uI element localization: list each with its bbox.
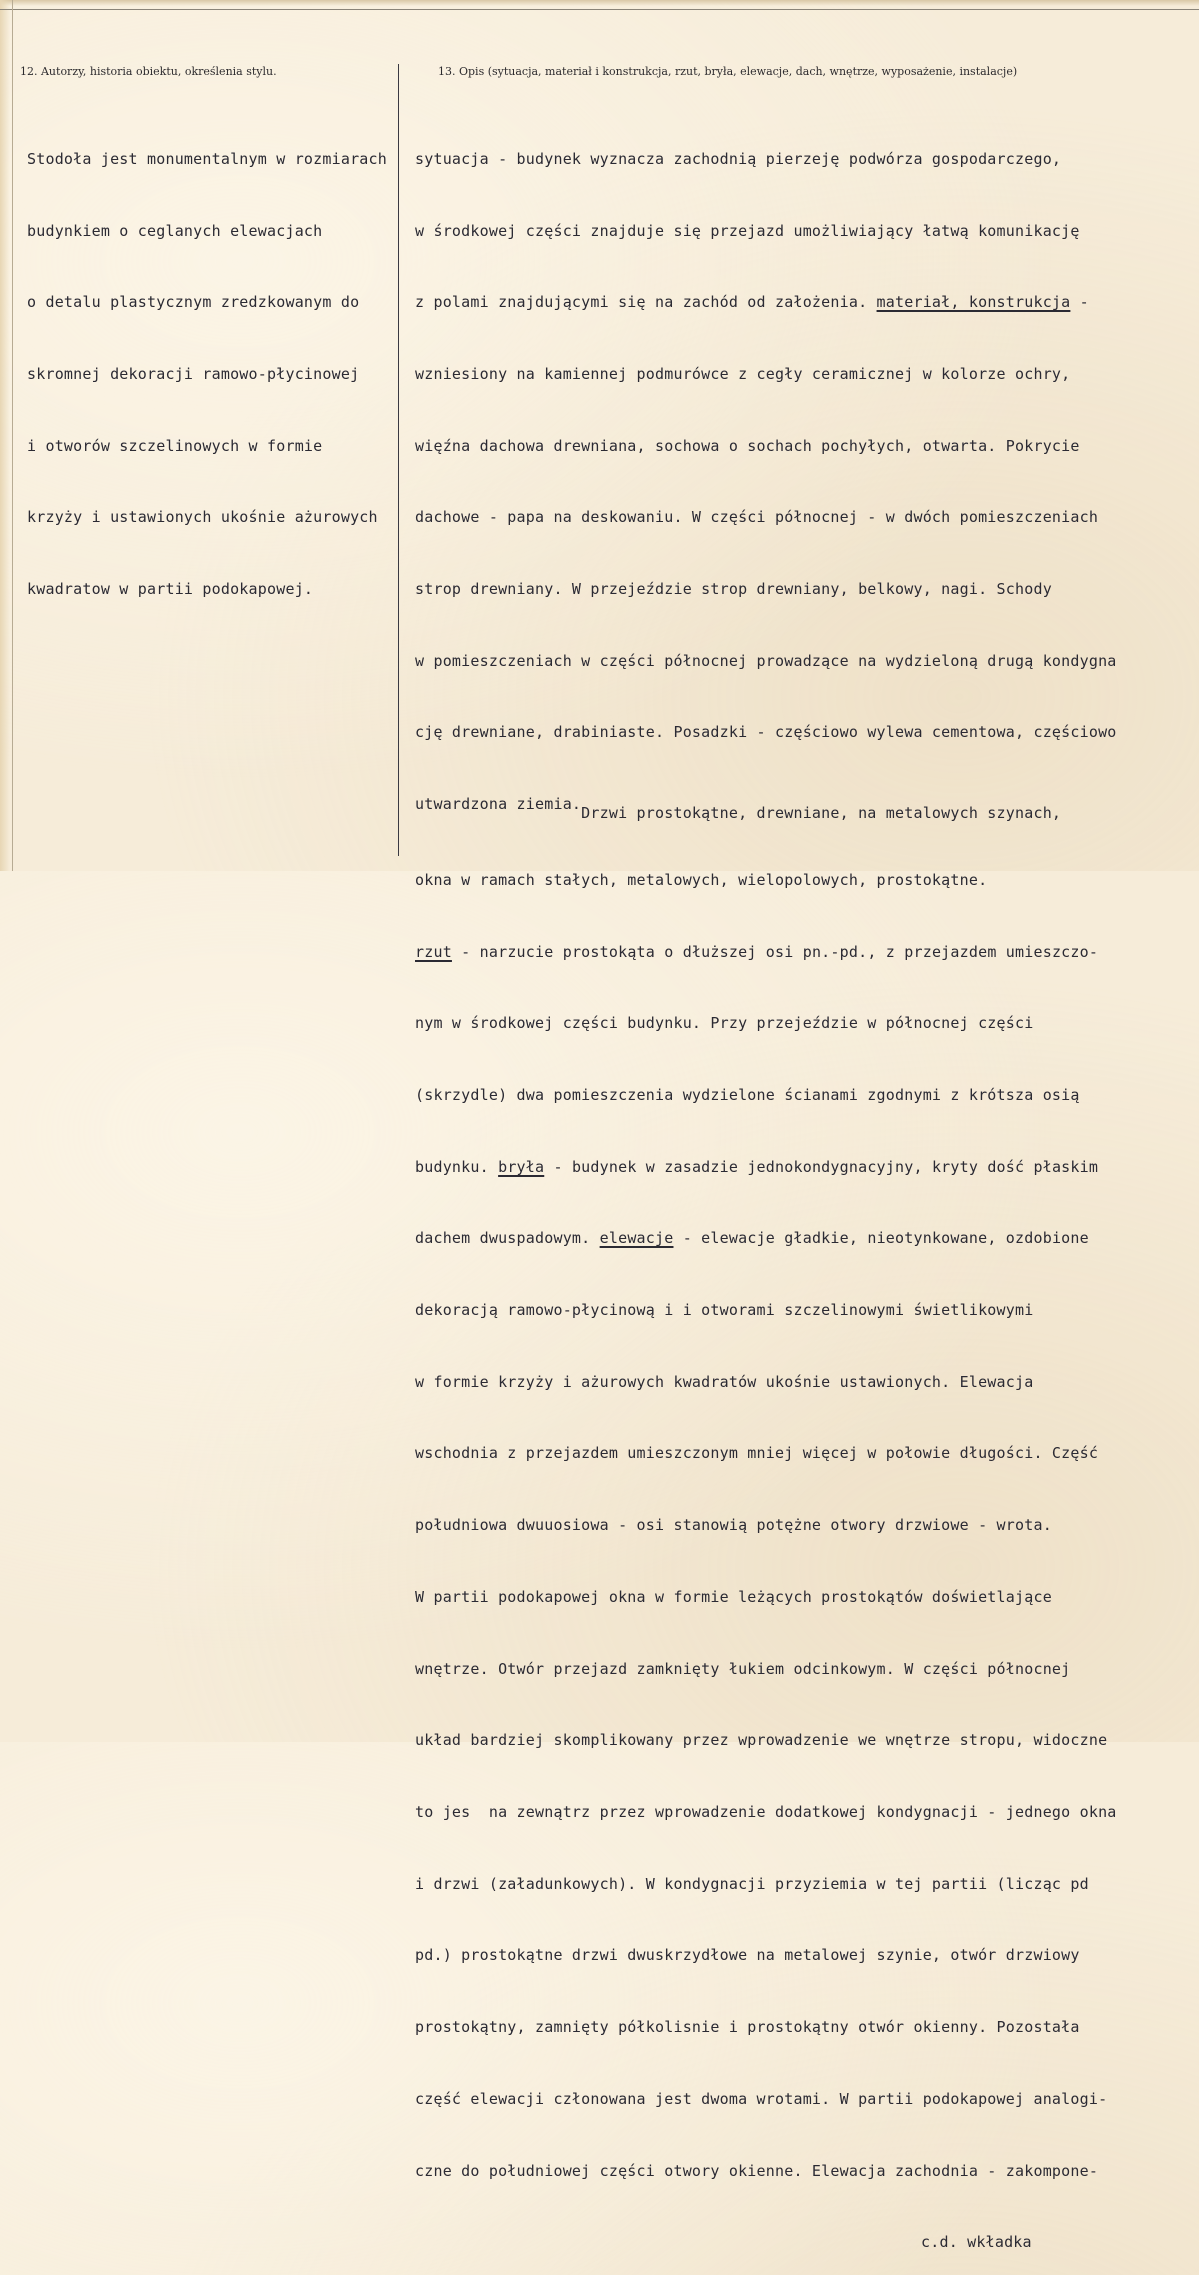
form-top-rule [0,9,1199,10]
text-line [415,793,1117,823]
column-divider [398,64,399,856]
text-line: budynkiem o ceglanych elewacjach [27,221,323,240]
text-line: część elewacji członowana jest dwoma wrotami. W partii podokapowej analogi- [415,2089,1108,2108]
text-line: nym w środkowej części budynku. Przy przejeździe w północnej części [415,1014,1034,1033]
text-fragment: - narzucie prostokąta o dłuższej osi pn.-pd., z przejazdem umieszczo- [461,942,1099,961]
text-line: wnętrze. Otwór przejazd zamknięty łukiem odcinkowym. W części północnej [415,1659,1071,1678]
text-line: czne do południowej części otwory okienne. Elewacja zachodnia - zakompone- [415,2161,1099,2180]
text-line: strop drewniany. W przejeździe strop drewniany, belkowy, nagi. Schody [415,580,1052,599]
text-line: (skrzydle) dwa pomieszczenia wydzielone ścianami zgodnymi z krótsza osią [415,1085,1080,1104]
text-line: dekoracją ramowo-płycinową i i otworami szczelinowymi świetlikowymi [415,1301,1034,1320]
text-line: w pomieszczeniach w części północnej prowadzące na wydzieloną drugą kondygna [415,651,1117,670]
text-line: układ bardziej skomplikowany przez wprowadzenie we wnętrze stropu, widoczne [415,1731,1108,1750]
text-fragment: Drzwi prostokątne, drewniane, na metalowych szynach, [581,804,1062,823]
form-left-rule [12,0,13,871]
text-line: skromnej dekoracji ramowo-płycinowej [27,364,360,383]
text-fragment: z polami znajdującymi się na zachód od założenia. [415,293,868,312]
text-line [415,941,1117,965]
text-line: sytuacja - budynek wyznacza zachodnią pierzeję podwórza gospodarczego, [415,149,1062,168]
text-fragment: dachem dwuspadowym. [415,1229,591,1248]
continuation-note: c.d. wkładka [921,2233,1032,2252]
heading-elevations: elewacje [599,1229,674,1248]
text-line: więźna dachowa drewniana, sochowa o sochach pochyłych, otwarta. Pokrycie [415,436,1080,455]
text-fragment: - elewacje gładkie, nieotynkowane, ozdobione [682,1229,1089,1248]
paper-left-edge [0,0,10,871]
text-line: okna w ramach stałych, metalowych, wielopolowych, prostokątne. [415,870,988,889]
text-line: i drzwi (załadunkowych). W kondygnacji przyziemia w tej partii (licząc pd [415,1874,1089,1893]
text-line: prostokątny, zamnięty półkolisnie i prostokątny otwór okienny. Pozostała [415,2018,1080,2037]
text-line: Stodoła jest monumentalnym w rozmiarach [27,149,387,168]
text-line: W partii podokapowej okna w formie leżących prostokątów doświetlające [415,1587,1052,1606]
text-line [415,1227,1117,1251]
text-fragment: budynku. [415,1157,489,1176]
text-line: kwadratow w partii podokapowej. [27,580,314,599]
authors-history-style-text [27,100,387,626]
text-fragment: utwardzona ziemia. [415,795,582,814]
text-line: w formie krzyży i ażurowych kwadratów ukośnie ustawionych. Elewacja [415,1372,1034,1391]
text-fragment: - budynek w zasadzie jednokondygnacyjny, kryty dość płaskim [553,1157,1099,1176]
heading-massing: bryła [498,1157,545,1176]
text-line: dachowe - papa na deskowaniu. W części północnej - w dwóch pomieszczeniach [415,508,1099,527]
text-line: wschodnia z przejazdem umieszczonym mniej więcej w połowie długości. Część [415,1444,1099,1463]
text-line: i otworów szczelinowych w formie [27,436,323,455]
section-13-header: 13. Opis (sytuacja, materiał i konstrukcja, rzut, bryła, elewacje, dach, wnętrze, wyposażenie, instalacje) [438,65,1018,78]
text-line [415,1156,1117,1180]
text-line: o detalu plastycznym zredzkowanym do [27,293,360,312]
text-line: krzyży i ustawionych ukośnie ażurowych [27,508,378,527]
text-line: z polami znajdującymi się na zachód od założenia. materiał, konstrukcja - [415,293,1089,312]
text-line: cję drewniane, drabiniaste. Posadzki - częściowo wylewa cementowa, częściowo [415,723,1117,742]
text-line: wzniesiony na kamiennej podmurówce z cegły ceramicznej w kolorze ochry, [415,364,1071,383]
text-line: południowa dwuuosiowa - osi stanowią potężne otwory drzwiowe - wrota. [415,1516,1052,1535]
section-12-header: 12. Autorzy, historia obiektu, określenia stylu. [20,65,277,78]
text-line: pd.) prostokątne drzwi dwuskrzydłowe na metalowej szynie, otwór drzwiowy [415,1946,1080,1965]
description-text [415,100,1117,2275]
text-line: to jes na zewnątrz przez wprowadzenie dodatkowej kondygnacji - jednego okna [415,1802,1117,1821]
heading-material-construction: materiał, konstrukcja [876,293,1071,312]
text-line: w środkowej części znajduje się przejazd umożliwiający łatwą komunikację [415,221,1080,240]
paper-top-edge [0,0,1199,6]
heading-plan: rzut [415,942,452,961]
